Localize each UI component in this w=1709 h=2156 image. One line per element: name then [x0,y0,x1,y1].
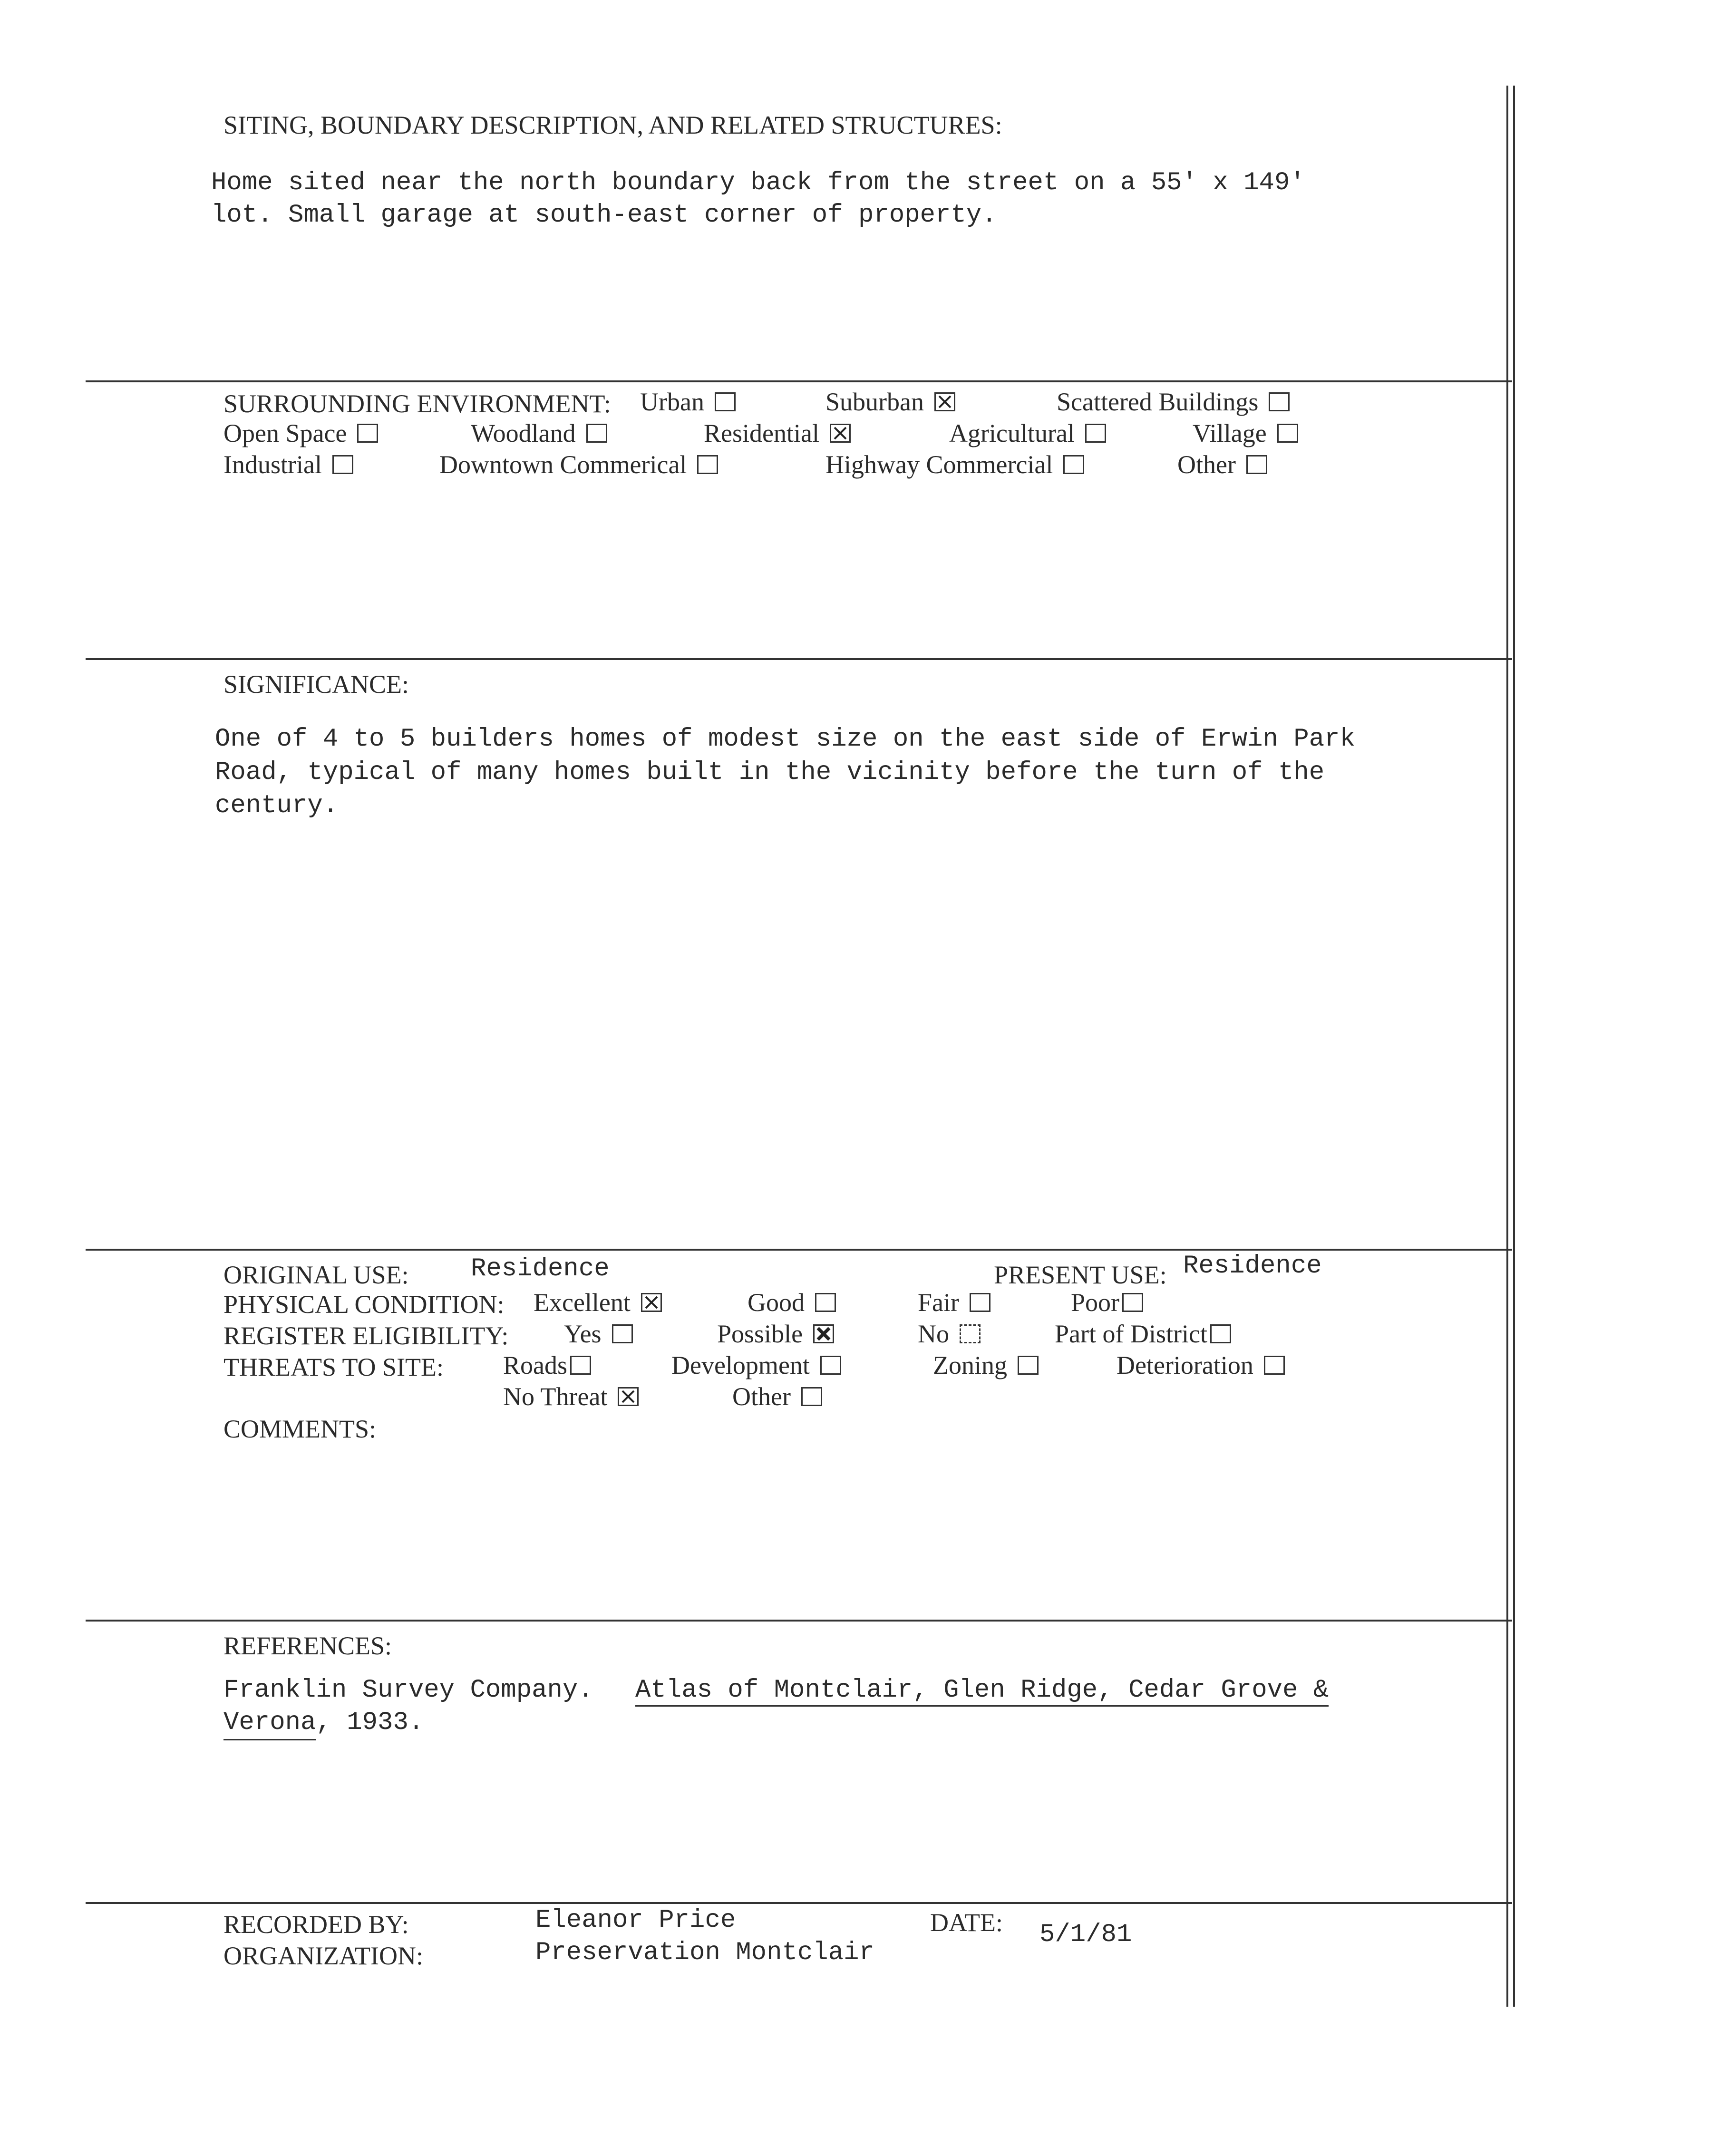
reference-author: Franklin Survey Company. [223,1676,593,1705]
checkbox-checked[interactable] [830,424,851,443]
significance-text-line-2: Road, typical of many homes built in the vicinity before the turn of the [215,758,1325,787]
section-divider [86,1902,1512,1904]
present-use-label: PRESENT USE: [994,1261,1167,1289]
checkbox[interactable] [1277,424,1298,443]
checkbox[interactable] [586,424,607,443]
checkbox[interactable] [1246,455,1267,474]
eligibility-option-no[interactable] [918,1321,981,1347]
reference-title-line-1: Atlas of Montclair, Glen Ridge, Cedar Grove & [635,1678,1329,1707]
checkbox[interactable] [1018,1356,1039,1375]
references-label: REFERENCES: [223,1632,392,1660]
original-use-label: ORIGINAL USE: [223,1261,409,1289]
env-option-label: Agricultural [949,419,1075,447]
siting-label: SITING, BOUNDARY DESCRIPTION, AND RELATED STRUCTURES: [223,111,1002,139]
env-option-label: Village [1193,419,1267,447]
env-option-label: Woodland [471,419,576,447]
env-option-woodland[interactable] [471,420,607,446]
checkbox[interactable] [332,455,353,474]
siting-text-line-2: lot. Small garage at south-east corner of property. [211,201,997,230]
env-option-urban[interactable] [640,389,736,415]
threat-option-other[interactable] [732,1384,822,1409]
checkbox[interactable] [1264,1356,1285,1375]
register-eligibility-label: REGISTER ELIGIBILITY: [223,1321,509,1350]
right-border-line-2 [1513,86,1515,2007]
reference-title-part-2: Verona [223,1708,316,1740]
eligibility-option-label: Part of District [1055,1320,1207,1348]
checkbox[interactable] [1269,392,1290,411]
env-option-suburban[interactable] [825,389,955,415]
significance-text-line-3: century. [215,791,339,820]
threat-option-development[interactable] [671,1352,841,1378]
section-divider [86,1249,1512,1251]
eligibility-option-yes[interactable] [564,1321,633,1347]
env-option-village[interactable] [1193,420,1298,446]
eligibility-option-label: No [918,1320,949,1348]
checkbox[interactable] [697,455,718,474]
checkbox[interactable] [1210,1324,1231,1343]
checkbox[interactable] [801,1387,822,1406]
section-divider [86,1620,1512,1622]
condition-option-fair[interactable] [918,1290,990,1315]
date-value: 5/1/81 [1039,1920,1132,1949]
recorded-by-value: Eleanor Price [535,1906,736,1935]
condition-option-label: Excellent [534,1288,631,1317]
threat-option-label: Roads [503,1351,567,1379]
original-use-value: Residence [471,1254,610,1283]
checkbox[interactable] [1085,424,1106,443]
threat-option-label: Other [732,1382,791,1411]
eligibility-option-possible[interactable] [717,1321,834,1347]
condition-option-label: Good [748,1288,805,1317]
eligibility-option-part-of-district[interactable] [1055,1321,1231,1347]
env-option-other[interactable] [1177,452,1267,477]
threat-option-label: Development [671,1351,810,1379]
reference-title-line-2 [223,1710,424,1736]
checkbox[interactable] [1063,455,1084,474]
checkbox[interactable] [357,424,378,443]
threat-option-label: No Threat [503,1382,608,1411]
checkbox[interactable] [970,1293,990,1312]
threat-option-zoning[interactable] [933,1352,1039,1378]
eligibility-option-label: Yes [564,1320,602,1348]
env-option-label: Industrial [223,450,322,479]
checkbox[interactable] [820,1356,841,1375]
checkbox-checked[interactable] [813,1324,834,1343]
env-option-highway-commercial[interactable] [825,452,1084,477]
checkbox[interactable] [570,1356,591,1375]
env-option-agricultural[interactable] [949,420,1106,446]
section-divider [86,658,1512,660]
env-option-label: Open Space [223,419,347,447]
organization-value: Preservation Montclair [535,1938,874,1967]
organization-label: ORGANIZATION: [223,1942,423,1970]
condition-option-good[interactable] [748,1290,836,1315]
env-option-scattered-buildings[interactable] [1057,389,1290,415]
env-option-label: Suburban [825,388,924,416]
checkbox[interactable] [612,1324,633,1343]
condition-option-label: Poor [1071,1288,1120,1317]
threat-option-label: Zoning [933,1351,1007,1379]
present-use-value: Residence [1183,1252,1322,1281]
condition-option-label: Fair [918,1288,959,1317]
env-option-label: Other [1177,450,1236,479]
right-border-line-1 [1506,86,1508,2007]
env-option-label: Downtown Commerical [439,450,687,479]
reference-year: , 1933. [316,1708,424,1737]
checkbox[interactable] [815,1293,836,1312]
eligibility-option-label: Possible [717,1320,803,1348]
threat-option-label: Deterioration [1117,1351,1253,1379]
env-option-label: Scattered Buildings [1057,388,1259,416]
checkbox-checked[interactable] [618,1387,639,1406]
threat-option-roads[interactable] [503,1352,591,1378]
condition-option-excellent[interactable] [534,1290,662,1315]
checkbox[interactable] [715,392,736,411]
physical-condition-label: PHYSICAL CONDITION: [223,1290,505,1319]
recorded-by-label: RECORDED BY: [223,1910,409,1939]
checkbox-checked[interactable] [934,392,955,411]
threats-label: THREATS TO SITE: [223,1353,444,1381]
env-option-label: Highway Commercial [825,450,1053,479]
threat-option-no-threat[interactable] [503,1384,639,1409]
checkbox-checked[interactable] [641,1293,662,1312]
checkbox[interactable] [960,1324,981,1343]
env-option-label: Urban [640,388,704,416]
env-option-residential[interactable] [704,420,851,446]
siting-text-line-1: Home sited near the north boundary back from the street on a 55' x 149' [211,168,1305,197]
env-option-label: Residential [704,419,819,447]
date-label: DATE: [930,1908,1003,1937]
threat-option-deterioration[interactable] [1117,1352,1285,1378]
env-option-industrial[interactable] [223,452,353,477]
environment-label: SURROUNDING ENVIRONMENT: [223,389,611,418]
significance-text-line-1: One of 4 to 5 builders homes of modest size on the east side of Erwin Park [215,725,1355,754]
significance-label: SIGNIFICANCE: [223,670,409,699]
env-option-downtown-commercial[interactable] [439,452,718,477]
checkbox[interactable] [1122,1293,1143,1312]
section-divider [86,380,1512,382]
condition-option-poor[interactable] [1071,1290,1143,1315]
env-option-open-space[interactable] [223,420,378,446]
comments-label: COMMENTS: [223,1415,377,1443]
